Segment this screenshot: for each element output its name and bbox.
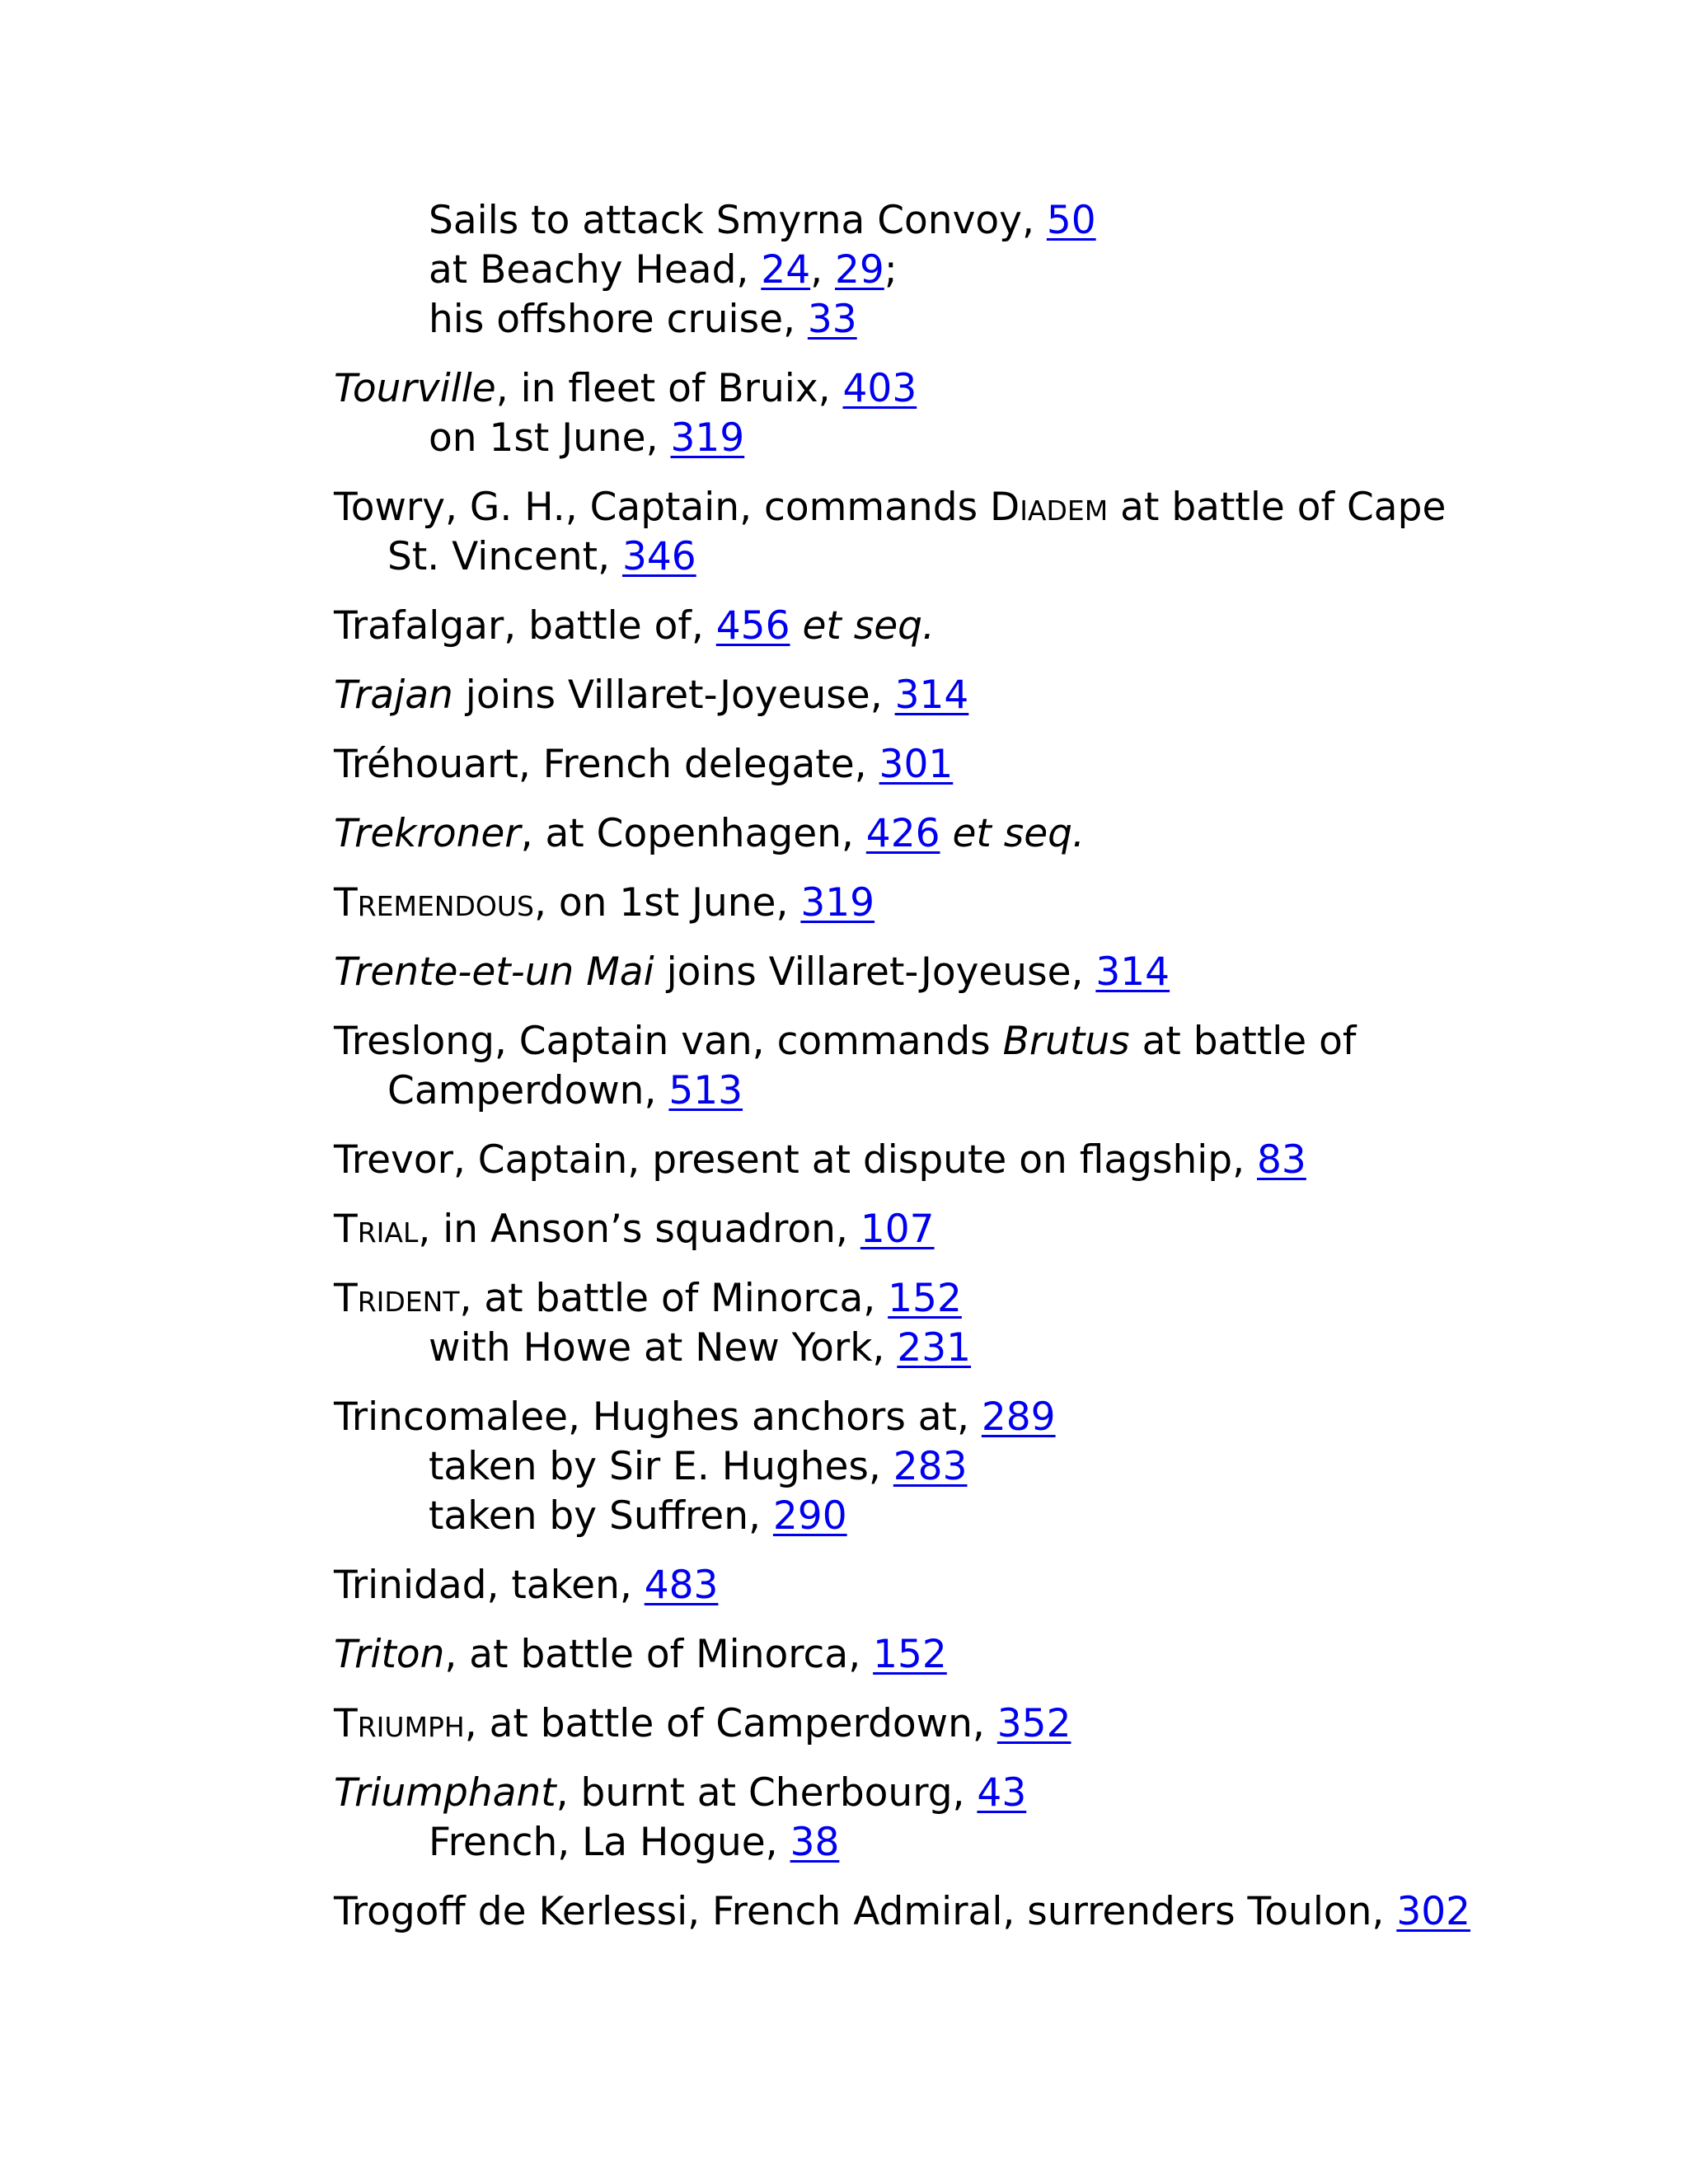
entry-text: Trogoff de Kerlessi, French Admiral, surrenders Toulon, (334, 1889, 1397, 1934)
index-entry (334, 1205, 1669, 1254)
index-heading-line (334, 1561, 1669, 1610)
entry-text: ; (884, 247, 898, 293)
page-link[interactable]: 346 (621, 534, 696, 579)
index-entry (334, 364, 1669, 463)
entry-text: Sails to attack Smyrna Convoy, (429, 198, 1047, 243)
index-heading-line (334, 1274, 1669, 1324)
page-link[interactable]: 352 (996, 1701, 1071, 1746)
page-link[interactable]: 283 (893, 1444, 968, 1489)
index-subentry-line (334, 246, 1669, 295)
entry-text: , at battle of Minorca, (444, 1632, 874, 1677)
page-link[interactable]: 456 (715, 603, 790, 649)
page-link[interactable]: 290 (772, 1493, 847, 1539)
index-heading-line (334, 1205, 1669, 1254)
index-entry (334, 948, 1669, 997)
page-link[interactable]: 152 (873, 1632, 947, 1677)
index-continuation-line (334, 532, 1669, 582)
entry-text: taken by Sir E. Hughes, (429, 1444, 893, 1489)
index-entry (334, 1393, 1669, 1541)
index-continuation-line (334, 1066, 1669, 1116)
entry-text: Treslong, Captain van, commands (334, 1019, 1003, 1064)
page-link[interactable]: 513 (668, 1068, 743, 1113)
entry-text: on 1st June, (429, 415, 671, 461)
entry-text: , at battle of Minorca, (459, 1276, 889, 1321)
page-link[interactable]: 24 (761, 247, 811, 293)
index-subentry-line (334, 1818, 1669, 1868)
italic-term: Brutus (1002, 1019, 1130, 1064)
index-entry (334, 196, 1669, 344)
index-heading-line (334, 1699, 1669, 1749)
page-link[interactable]: 403 (842, 366, 917, 411)
index-entry (334, 879, 1669, 928)
index-entry (334, 1274, 1669, 1373)
index-heading-line (334, 740, 1669, 790)
page-link[interactable]: 319 (670, 415, 745, 461)
index-entry (334, 1136, 1669, 1185)
entry-text: with Howe at New York, (429, 1325, 898, 1371)
index-heading-line (334, 483, 1669, 532)
index-subentry-line (334, 1492, 1669, 1541)
page-link[interactable]: 231 (897, 1325, 972, 1371)
index-heading-line (334, 879, 1669, 928)
page-link[interactable]: 301 (879, 742, 954, 787)
entry-text: at battle of (1129, 1019, 1357, 1064)
index-entry (334, 1887, 1669, 1937)
page-link[interactable]: 302 (1396, 1889, 1471, 1934)
entry-text: at Beachy Head, (429, 247, 762, 293)
page-link[interactable]: 50 (1046, 198, 1096, 243)
entry-text: Trevor, Captain, present at dispute on flagship, (334, 1137, 1258, 1183)
index-subentry-line (334, 295, 1669, 344)
index-entry (334, 1017, 1669, 1116)
ship-name: Trial (334, 1207, 419, 1252)
index-entry (334, 1630, 1669, 1680)
index-entry (334, 1769, 1669, 1868)
index-heading-line (334, 809, 1669, 859)
page-link[interactable]: 152 (888, 1276, 962, 1321)
page-link[interactable]: 289 (981, 1394, 1056, 1440)
index-entry (334, 1561, 1669, 1610)
italic-term: Tourville (334, 366, 496, 411)
index-entry (334, 483, 1669, 582)
index-entry (334, 1699, 1669, 1749)
index-subentry-line (334, 196, 1669, 246)
entry-text: , at battle of Camperdown, (464, 1701, 997, 1746)
entry-text: French, La Hogue, (429, 1820, 790, 1865)
ship-name: Trident (334, 1276, 460, 1321)
entry-text: St. Vincent, (387, 534, 622, 579)
italic-term: Trente-et-un Mai (334, 949, 654, 995)
ship-name: Diadem (990, 485, 1109, 530)
italic-term: Trekroner (334, 811, 521, 856)
entry-text: , (810, 247, 835, 293)
entry-text: Trinidad, taken, (334, 1563, 645, 1608)
italic-term: et seq. (802, 603, 935, 649)
page-link[interactable]: 83 (1257, 1137, 1306, 1183)
entry-text: , on 1st June, (533, 880, 801, 926)
entry-text: Trafalgar, battle of, (334, 603, 716, 649)
page-link[interactable]: 319 (800, 880, 875, 926)
entry-text: taken by Suffren, (429, 1493, 773, 1539)
entry-text: Trincomalee, Hughes anchors at, (334, 1394, 982, 1440)
index-heading-line (334, 1017, 1669, 1066)
page-link[interactable]: 29 (835, 247, 884, 293)
entry-text: Towry, G. H., Captain, commands (334, 485, 990, 530)
entry-text: Tréhouart, French delegate, (334, 742, 879, 787)
italic-term: Triumphant (334, 1770, 556, 1816)
index-page (334, 196, 1669, 1957)
page-link[interactable]: 483 (644, 1563, 719, 1608)
entry-text: his offshore cruise, (429, 297, 808, 342)
entry-text (790, 603, 802, 649)
index-heading-line (334, 1393, 1669, 1442)
page-link[interactable]: 33 (807, 297, 857, 342)
entry-text: Camperdown, (387, 1068, 669, 1113)
index-entry (334, 602, 1669, 651)
index-heading-line (334, 1887, 1669, 1937)
index-entry (334, 671, 1669, 720)
entry-text: joins Villaret-Joyeuse, (654, 949, 1096, 995)
italic-term: et seq. (952, 811, 1085, 856)
entry-text: , in Anson’s squadron, (418, 1207, 860, 1252)
index-heading-line (334, 1630, 1669, 1680)
index-subentry-line (334, 1442, 1669, 1492)
index-entry (334, 740, 1669, 790)
index-heading-line (334, 602, 1669, 651)
page-link[interactable]: 43 (977, 1770, 1027, 1816)
index-subentry-line (334, 1324, 1669, 1373)
entry-text: at battle of Cape (1108, 485, 1447, 530)
page-link[interactable]: 314 (894, 673, 969, 718)
index-heading-line (334, 1136, 1669, 1185)
index-heading-line (334, 671, 1669, 720)
index-heading-line (334, 1769, 1669, 1818)
ship-name: Tremendous (334, 880, 534, 926)
italic-term: Triton (334, 1632, 445, 1677)
index-heading-line (334, 364, 1669, 414)
index-entry (334, 809, 1669, 859)
page-link[interactable]: 38 (790, 1820, 840, 1865)
page-link[interactable]: 426 (865, 811, 940, 856)
italic-term: Trajan (334, 673, 453, 718)
entry-text: joins Villaret-Joyeuse, (452, 673, 895, 718)
entry-text: , burnt at Cherbourg, (556, 1770, 978, 1816)
page-link[interactable]: 314 (1095, 949, 1170, 995)
entry-text (940, 811, 953, 856)
entry-text: , at Copenhagen, (520, 811, 866, 856)
index-subentry-line (334, 414, 1669, 463)
index-heading-line (334, 948, 1669, 997)
page-link[interactable]: 107 (860, 1207, 935, 1252)
entry-text: , in fleet of Bruix, (495, 366, 843, 411)
ship-name: Triumph (334, 1701, 465, 1746)
